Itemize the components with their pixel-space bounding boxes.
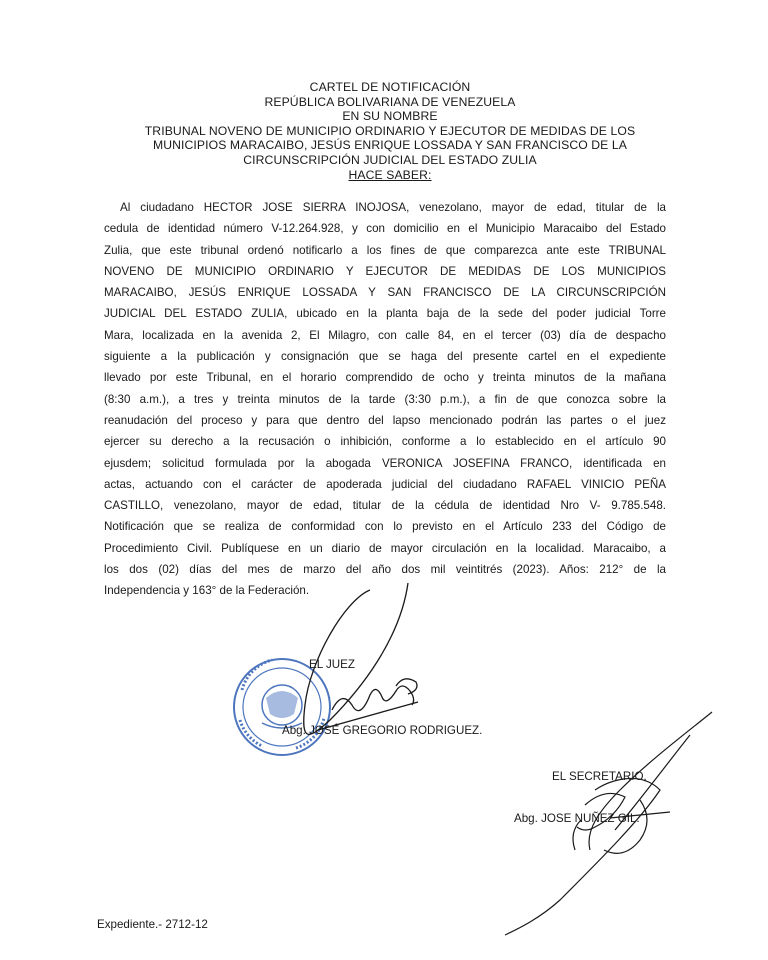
body-line: CASTILLO, venezolano, mayor de edad, titular de la cédula de identidad Nro V- 9.785.548. (104, 499, 666, 513)
header-republic: REPÚBLICA BOLIVARIANA DE VENEZUELA (264, 94, 516, 109)
body-line: ejercer su derecho a la recusación o inhibición, conforme a lo establecido en el artículo 90 (104, 435, 666, 449)
header-title: CARTEL DE NOTIFICACIÓN (309, 80, 471, 94)
body-line: MARACAIBO, JESÚS ENRIQUE LOSSADA Y SAN FRANCISCO DE LA CIRCUNSCRIPCIÓN (104, 286, 666, 300)
body-line: Independencia y 163° de la Federación. (104, 584, 310, 598)
header-tribunal-line-3: CIRCUNSCRIPCIÓN JUDICIAL DEL ESTADO ZULIA (243, 152, 537, 167)
body-line: los dos (02) días del mes de marzo del año dos mil veintitrés (2023). Años: 212° de la (104, 563, 666, 577)
body-line: cedula de identidad número V-12.264.928, y con domicilio en el Municipio Maracaibo del Estado (104, 222, 666, 236)
header-tribunal-line-1: TRIBUNAL NOVENO DE MUNICIPIO ORDINARIO Y EJECUTOR DE MEDIDAS DE LOS (144, 123, 636, 138)
judge-name: Abg. JOSÉ GREGORIO RODRIGUEZ. (282, 724, 483, 737)
body-line: JUDICIAL DEL ESTADO ZULIA, ubicado en la planta baja de la sede del poder judicial Torre (104, 307, 666, 321)
body-line: Zulia, que este tribunal ordenó notificarlo a los fines de que comparezca ante este TRIBUNAL (104, 243, 666, 257)
body-line: Mara, localizada en la avenida 2, El Milagro, con calle 84, en el tercer (03) día de despacho (104, 328, 666, 342)
body-line: llevado por este Tribunal, en el horario comprendido de ocho y treinta minutos de la mañana (104, 371, 666, 385)
body-line: reanudación del proceso y para que dentro del lapso mencionado podrán las partes o el juez (104, 413, 666, 427)
hace-saber-heading: HACE SABER: (348, 167, 432, 182)
body-line: Notificación que se realiza de conformidad con lo previsto en el Artículo 233 del Código de (104, 520, 666, 534)
expediente-number: Expediente.- 2712-12 (97, 918, 208, 931)
judge-title: EL JUEZ (309, 658, 355, 671)
body-line: actas, actuando con el carácter de apoderada judicial del ciudadano RAFAEL VINICIO PEÑA (104, 477, 666, 491)
body-line: (8:30 a.m.), a tres y treinta minutos de la tarde (3:30 p.m.), a fin de que conozca sobre la (104, 392, 666, 406)
body-line: Procedimiento Civil. Publíquese en un diario de mayor circulación en la localidad. Maracaibo, a (104, 541, 666, 555)
body-line: Al ciudadano HECTOR JOSE SIERRA INOJOSA, venezolano, mayor de edad, titular de la (120, 201, 666, 214)
header-en-su-nombre: EN SU NOMBRE (342, 109, 438, 124)
body-line: siguiente a la publicación y consignación que se haga del presente cartel en el expediente (104, 350, 666, 364)
secretary-title: EL SECRETARIO, (552, 770, 647, 783)
court-seal-icon (234, 659, 330, 755)
body-line: ejusdem; solicitud formulada por la abogada VERONICA JOSEFINA FRANCO, identificada en (104, 456, 666, 470)
body-line: NOVENO DE MUNICIPIO ORDINARIO Y EJECUTOR DE MEDIDAS DE LOS MUNICIPIOS (104, 264, 666, 278)
header-tribunal-line-2: MUNICIPIOS MARACAIBO, JESÚS ENRIQUE LOSSADA Y SAN FRANCISCO DE LA (152, 138, 628, 153)
secretary-name: Abg. JOSE NUÑEZ GIL. (514, 812, 640, 825)
